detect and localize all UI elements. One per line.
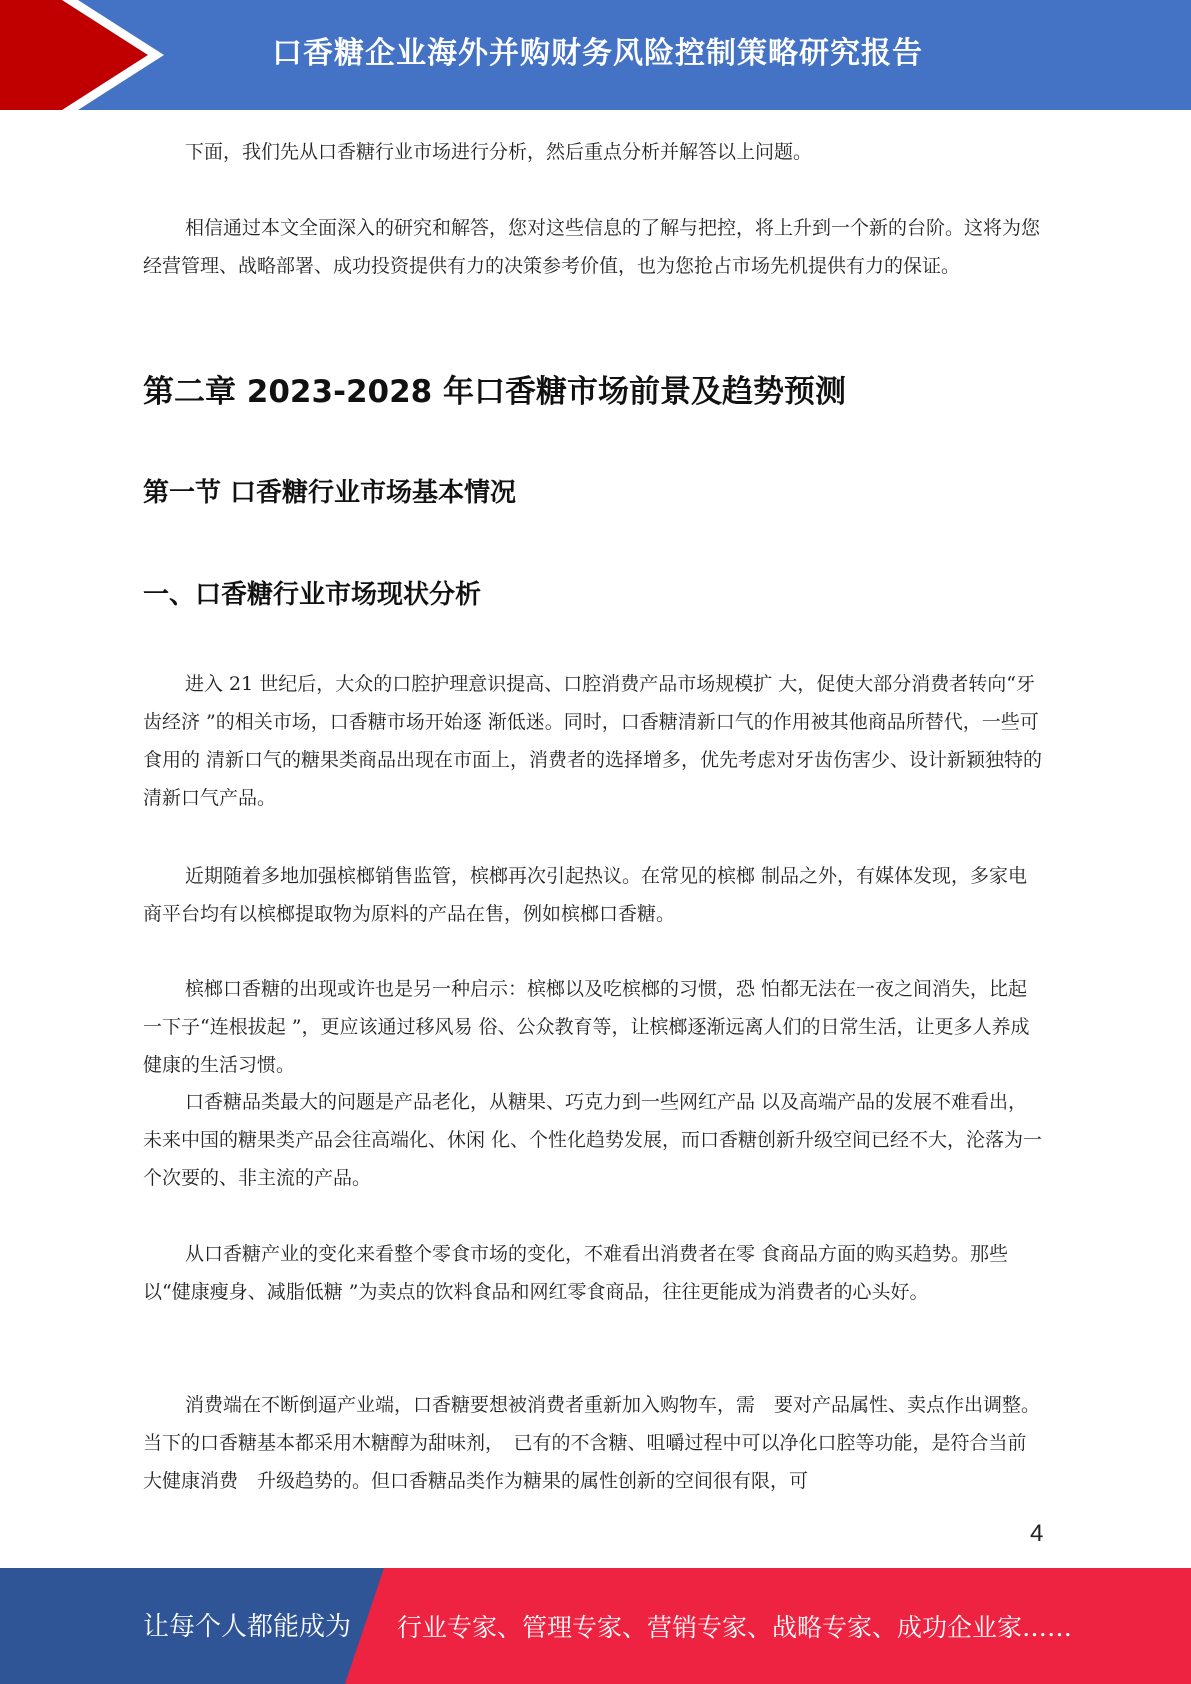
paragraph-6: 消费端在不断倒逼产业端，口香糖要想被消费者重新加入购物车，需 要对产品属性、卖点作出调整。当下的口香糖基本都采用木糖醇为甜味剂， 已有的不含糖、咀嚼过程中可以净化口腔等功能，是符合当前大健康消费 升级趋势的。但口香糖品类作为糖果的属性创新的空间很有限，可 bbox=[143, 1394, 1041, 1492]
chapter-title: 第二章 2023-2028 年口香糖市场前景及趋势预测 bbox=[143, 374, 847, 410]
paragraph-intro: 下面，我们先从口香糖行业市场进行分析，然后重点分析并解答以上问题。 bbox=[185, 141, 813, 163]
paragraph-4: 口香糖品类最大的问题是产品老化，从糖果、巧克力到一些网红产品 以及高端产品的发展不难看出，未来中国的糖果类产品会往高端化、休闲 化、个性化趋势发展，而口香糖创新升级空间已经不大，沦落为一个次要的、非主流的产品。 bbox=[143, 1091, 1043, 1189]
page-number: 4 bbox=[1030, 1520, 1044, 1547]
paragraph-3: 槟榔口香糖的出现或许也是另一种启示：槟榔以及吃槟榔的习惯，恐 怕都无法在一夜之间消失，比起一下子“连根拔起 ”，更应该通过移风易 俗、公众教育等，让槟榔逐渐远离人们的日常生活，让更多人养成健康的生活习惯。 bbox=[143, 978, 1030, 1076]
header-title: 口香糖企业海外并购财务风险控制策略研究报告 bbox=[272, 36, 923, 71]
paragraph-1: 进入 21 世纪后，大众的口腔护理意识提高、口腔消费产品市场规模扩 大，促使大部分消费者转向“牙齿经济 ”的相关市场，口香糖市场开始逐 渐低迷。同时，口香糖清新口气的作用被其他商品所替代，一些可食用的 清新口气的糖果类商品出现在市面上，消费者的选择增多，优先考虑对牙齿伤害少、设计新颖独特的清新口气产品。 bbox=[143, 673, 1043, 809]
footer-slogan-left: 让每个人都能成为 bbox=[143, 1612, 352, 1642]
paragraph-2: 近期随着多地加强槟榔销售监管，槟榔再次引起热议。在常见的槟榔 制品之外，有媒体发现，多家电商平台均有以槟榔提取物为原料的产品在售，例如槟榔口香糖。 bbox=[143, 865, 1028, 925]
subsection-title: 一、口香糖行业市场现状分析 bbox=[143, 580, 482, 610]
section-title: 第一节 口香糖行业市场基本情况 bbox=[143, 478, 517, 508]
footer-banner bbox=[0, 1568, 1191, 1684]
footer-slogan-right: 行业专家、管理专家、营销专家、战略专家、成功企业家…… bbox=[397, 1613, 1073, 1642]
header-banner bbox=[0, 0, 1191, 110]
paragraph-5: 从口香糖产业的变化来看整个零食市场的变化，不难看出消费者在零 食商品方面的购买趋势。那些以“健康瘦身、减脂低糖 ”为卖点的饮料食品和网红零食商品，往往更能成为消费者的心头好。 bbox=[143, 1243, 1009, 1303]
paragraph-conclusion: 相信通过本文全面深入的研究和解答，您对这些信息的了解与把控，将上升到一个新的台阶。这将为您经营管理、战略部署、成功投资提供有力的决策参考价值，也为您抢占市场先机提供有力的保证。 bbox=[143, 217, 1041, 277]
